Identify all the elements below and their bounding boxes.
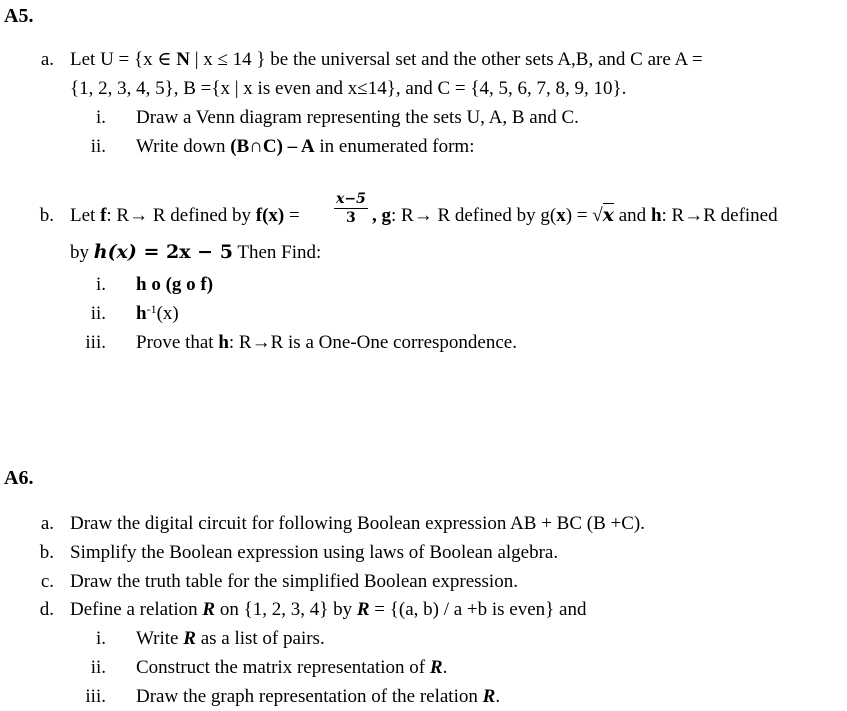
section-heading-a5: A5. — [4, 5, 34, 27]
question-marker-b: b. — [39, 205, 54, 226]
sqrt-radicand: x — [602, 204, 614, 226]
subitem-text: Write down (B∩C) – A in enumerated form: — [136, 136, 475, 157]
question-marker-a: a. — [40, 49, 54, 70]
fraction-numerator: x−5 — [336, 191, 366, 207]
subitem-number: ii. — [90, 136, 106, 157]
question-marker-a: a. — [40, 513, 54, 534]
subitem-number: i. — [95, 628, 106, 649]
naturals-symbol: N — [176, 49, 190, 70]
fraction-denominator: 3 — [346, 210, 356, 227]
subitem-number: iii. — [85, 332, 106, 353]
section-heading-a6: A6. — [4, 467, 34, 489]
question-b-line-1-part-1: Let f: R→ R defined by f(x) = — [70, 205, 300, 226]
subitem-number: ii. — [90, 657, 106, 678]
question-a-text: Draw the digital circuit for following Boolean expression AB + BC (B +C). — [70, 513, 645, 534]
subitem-number: i. — [95, 107, 106, 128]
fraction-bar — [334, 208, 368, 209]
question-b-line-2: by h(x) = 2x − 5 Then Find: — [70, 241, 322, 263]
question-c-text: Draw the truth table for the simplified Boolean expression. — [70, 571, 518, 592]
question-a-line-1: Let U = {x ∈ N | x ≤ 14 } be the universal set and the other sets A,B, and C are A = — [70, 49, 703, 70]
question-b-text: Simplify the Boolean expression using laws of Boolean algebra. — [70, 542, 559, 563]
subitem-text: h o (g o f) — [136, 274, 214, 295]
subitem-text: Write R as a list of pairs. — [136, 628, 325, 649]
subitem-number: iii. — [85, 686, 106, 707]
subitem-text: Construct the matrix representation of R. — [136, 657, 448, 678]
subitem-text: $h^{-1}(x)$ — [136, 302, 179, 324]
subitem-text: Draw the graph representation of the relation R. — [136, 686, 501, 707]
question-marker-d: d. — [39, 599, 54, 620]
question-a-line-2: {1, 2, 3, 4, 5}, B ={x | x is even and x≤14}, and C = {4, 5, 6, 7, 8, 9, 10}. — [70, 78, 627, 99]
question-marker-b: b. — [39, 542, 54, 563]
question-marker-c: c. — [40, 571, 54, 592]
subitem-text: Prove that h: R→R is a One-One correspondence. — [136, 332, 517, 353]
fraction-x-minus-5-over-3 — [334, 192, 368, 227]
subitem-number: i. — [95, 274, 106, 295]
subitem-number: ii. — [90, 303, 106, 324]
question-d-text: Define a relation R on {1, 2, 3, 4} by R = {(a, b) / a +b is even} and — [70, 599, 587, 620]
question-b-line-1-part-2: , g: R→ R defined by g(x) = √x and h: R→R defined — [372, 204, 778, 226]
subitem-text: Draw a Venn diagram representing the sets U, A, B and C. — [136, 107, 579, 128]
